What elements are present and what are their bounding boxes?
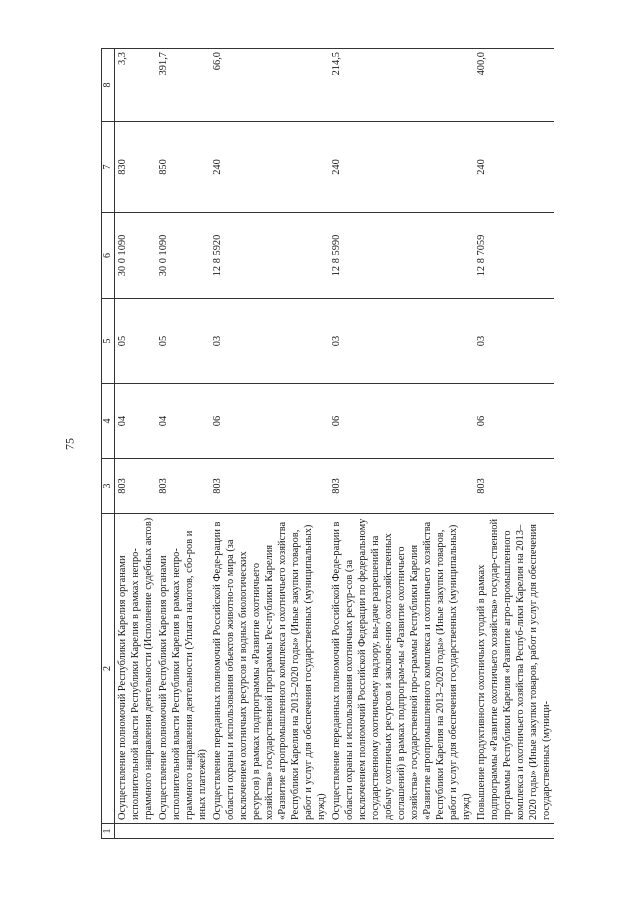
row-name: Повышение продуктивности охотничьих угодий в рамках подпрограммы «Развитие охотничьего хозяйства» государ-ственной программы Республики Карелия «Развитие агро-промышленного комплекса и охотничьего хозяйства Респуб-лики Карелия на 2013–2020 годы» (Иные закупки товаров, работ и услуг для обеспечения государственных (муници- — [474, 514, 554, 824]
table-row — [329, 49, 474, 839]
row-index-cell — [210, 824, 329, 839]
page-number-text: 75 — [62, 438, 77, 450]
row-c7: 240 — [329, 122, 474, 213]
row-c7: 850 — [156, 122, 210, 213]
row-c5: 03 — [210, 299, 329, 384]
row-c3: 803 — [329, 459, 474, 514]
row-c4: 06 — [329, 384, 474, 459]
header-col-2: 2 — [102, 514, 115, 824]
row-index-cell — [115, 824, 157, 839]
row-c7: 240 — [474, 122, 554, 213]
header-col-4: 4 — [102, 384, 115, 459]
row-c5: 05 — [115, 299, 157, 384]
row-c4: 04 — [115, 384, 157, 459]
row-c4: 06 — [474, 384, 554, 459]
row-c8: 66,0 — [210, 49, 329, 122]
row-c7: 240 — [210, 122, 329, 213]
header-col-5: 5 — [102, 299, 115, 384]
header-col-3: 3 — [102, 459, 115, 514]
table-row — [210, 49, 329, 839]
row-c6: 12 8 7059 — [474, 213, 554, 299]
header-col-1: 1 — [102, 824, 115, 839]
row-c8: 391,7 — [156, 49, 210, 122]
row-c8: 3,3 — [115, 49, 157, 122]
row-c6: 12 8 5990 — [329, 213, 474, 299]
row-c6: 30 0 1090 — [115, 213, 157, 299]
row-c3: 803 — [210, 459, 329, 514]
row-c5: 03 — [329, 299, 474, 384]
table-row — [156, 49, 210, 839]
row-c7: 830 — [115, 122, 157, 213]
header-col-6: 6 — [102, 213, 115, 299]
budget-table — [101, 48, 554, 839]
row-c3: 803 — [474, 459, 554, 514]
header-row — [102, 49, 115, 839]
row-name: Осуществление полномочий Республики Карелия органами исполнительной власти Республики Карелия в рамках непро-граммного направления деятельности (Уплата налогов, сбо-ров и иных платежей) — [156, 514, 210, 824]
row-index-cell — [156, 824, 210, 839]
row-index-cell — [329, 824, 474, 839]
row-c4: 04 — [156, 384, 210, 459]
row-c8: 400,0 — [474, 49, 554, 122]
row-c5: 03 — [474, 299, 554, 384]
header-col-8: 8 — [102, 49, 115, 122]
row-c8: 214,5 — [329, 49, 474, 122]
table-row — [115, 49, 157, 839]
header-col-7: 7 — [102, 122, 115, 213]
table-row — [474, 49, 554, 839]
row-c6: 12 8 5920 — [210, 213, 329, 299]
row-c6: 30 0 1090 — [156, 213, 210, 299]
row-name: Осуществление переданных полномочий Российской Феде-рации в области охраны и использования объектов животно-го мира (за исключением охотничьих ресурсов и водных биологических ресурсов) в рамках подпрограммы «Развитие охотничьего хозяйства» государственной программы Рес-публики Карелия «Развитие агропромышленного комплекса и охотничьего хозяйства Республики Карелия на 2013–2020 годы» (Иные закупки товаров, работ и услуг для обеспечения государственных (муниципальных) нужд) — [210, 514, 329, 824]
row-c3: 803 — [115, 459, 157, 514]
budget-table-rotated — [101, 49, 623, 839]
row-c3: 803 — [156, 459, 210, 514]
row-name: Осуществление переданных полномочий Российской Феде-рации в области охраны и использования охотничьих ресур-сов (за исключением полномочий Российской Федерации по федеральному государственному охотничьему надзору, вы-даче разрешений на добычу охотничьих ресурсов и заключе-нию охотхозяйственных соглашений) в рамках подпрограм-мы «Развитие охотничьего хозяйства» государственной про-граммы Республики Карелия «Развитие агропромышленного комплекса и охотничьего хозяйства Республики Карелия на 2013–2020 годы» (Иные закупки товаров, работ и услуг для обеспечения государственных (муниципальных) нужд) — [329, 514, 474, 824]
row-c5: 05 — [156, 299, 210, 384]
row-index-cell — [474, 824, 554, 839]
row-name: Осуществление полномочий Республики Карелия органами исполнительной власти Республики Карелия в рамках непро-граммного направления деятельности (Исполнение судебных актов) — [115, 514, 157, 824]
row-c4: 06 — [210, 384, 329, 459]
